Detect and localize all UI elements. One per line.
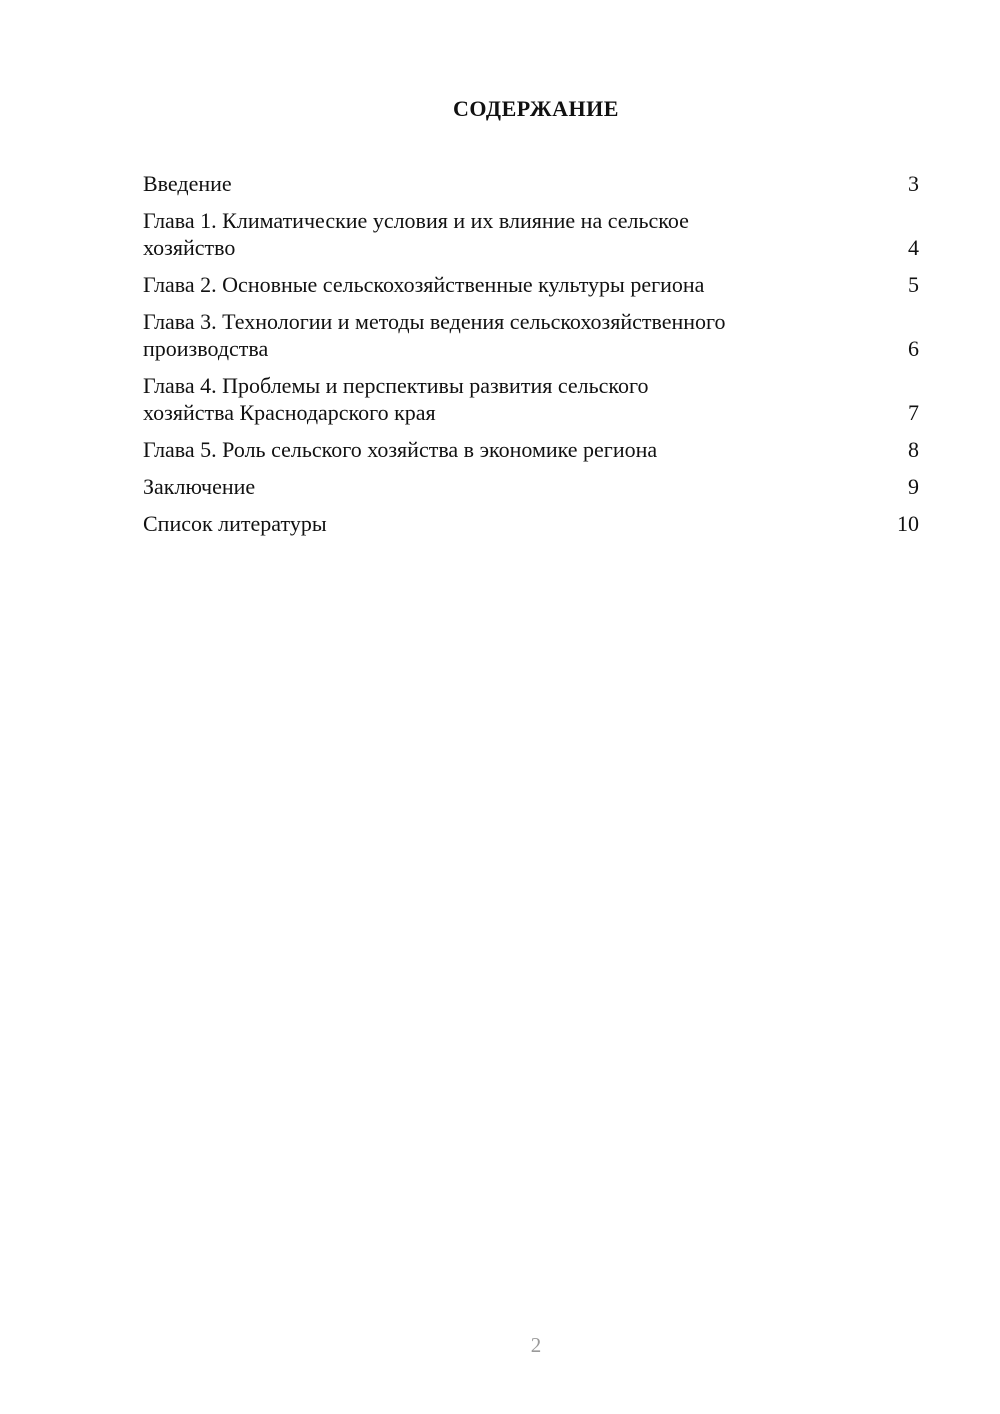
toc-entry-chapter-2	[143, 271, 919, 298]
toc-entry-bibliography	[143, 510, 919, 537]
page-number: 2	[530, 1333, 542, 1357]
toc-entry-text: Глава 2. Основные сельскохозяйственные культуры региона	[143, 272, 705, 297]
toc-entry-page: 7	[908, 400, 919, 425]
toc-entry-text: Глава 3. Технологии и методы ведения сельскохозяйственного производства	[143, 309, 726, 361]
toc-entry-conclusion	[143, 473, 919, 500]
page-title: СОДЕРЖАНИЕ	[453, 96, 619, 121]
toc-entry-page: 9	[908, 474, 919, 499]
toc-entry-text: Список литературы	[143, 511, 327, 536]
toc-entry-page: 5	[908, 272, 919, 297]
toc-entry-chapter-5	[143, 436, 919, 463]
toc-entry-text: Заключение	[143, 474, 256, 499]
toc-entry-introduction	[143, 170, 919, 197]
toc-entry-page: 6	[908, 336, 919, 361]
toc-entry-text: Глава 1. Климатические условия и их влияние на сельское хозяйство	[143, 208, 689, 260]
toc-entry-page: 8	[908, 437, 919, 462]
toc-entry-page: 4	[908, 235, 919, 260]
toc-entry-text: Глава 5. Роль сельского хозяйства в экономике региона	[143, 437, 658, 462]
table-of-contents	[143, 170, 919, 547]
toc-entry-page: 3	[908, 171, 919, 196]
toc-entry-page: 10	[897, 511, 919, 536]
toc-entry-chapter-3	[143, 308, 919, 362]
toc-entry-text: Введение	[143, 171, 232, 196]
toc-entry-text: Глава 4. Проблемы и перспективы развития сельского хозяйства Краснодарского края	[143, 373, 649, 425]
toc-entry-chapter-1	[143, 207, 919, 261]
toc-entry-chapter-4	[143, 372, 919, 426]
